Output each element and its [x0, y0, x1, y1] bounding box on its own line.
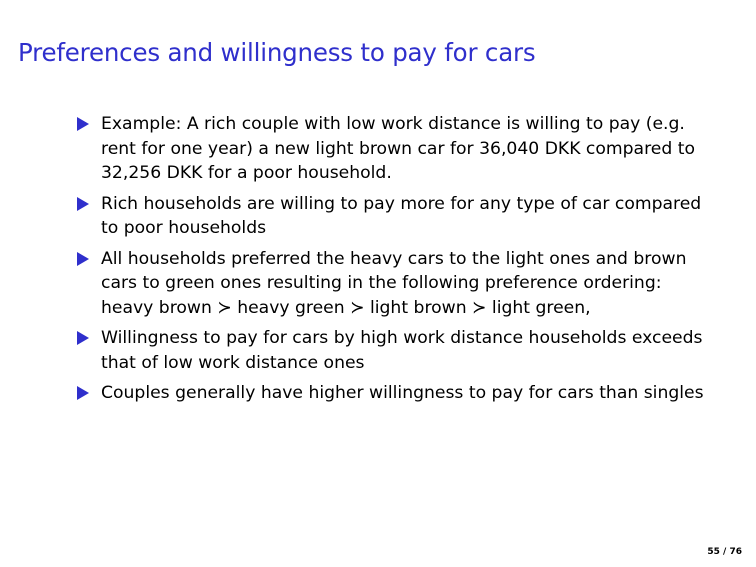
bullet-item-rich-households — [77, 192, 717, 241]
triangle-right-icon — [77, 117, 89, 131]
bullet-item-couples — [77, 381, 717, 406]
page-number: 55 / 76 — [707, 547, 742, 557]
triangle-right-icon — [77, 197, 89, 211]
bullet-text: All households preferred the heavy cars to the light ones and brown cars to green ones resulting in the following preference ordering: heavy brown ≻ heavy green ≻ light brown ≻ light green, — [101, 248, 687, 318]
triangle-right-icon — [77, 252, 89, 266]
bullet-list — [77, 112, 717, 412]
bullet-item-example — [77, 112, 717, 186]
bullet-item-work-distance — [77, 326, 717, 375]
bullet-text: Example: A rich couple with low work distance is willing to pay (e.g. rent for one year) a new light brown car for 36,040 DKK compared to 32,256 DKK for a poor household. — [101, 114, 695, 183]
bullet-text: Couples generally have higher willingness to pay for cars than singles — [101, 383, 704, 403]
triangle-right-icon — [77, 331, 89, 345]
bullet-text: Willingness to pay for cars by high work distance households exceeds that of low work distance ones — [101, 328, 703, 373]
triangle-right-icon — [77, 386, 89, 400]
slide-title: Preferences and willingness to pay for cars — [18, 38, 536, 67]
bullet-text: Rich households are willing to pay more for any type of car compared to poor households — [101, 193, 702, 238]
bullet-item-preference-ordering — [77, 247, 717, 321]
